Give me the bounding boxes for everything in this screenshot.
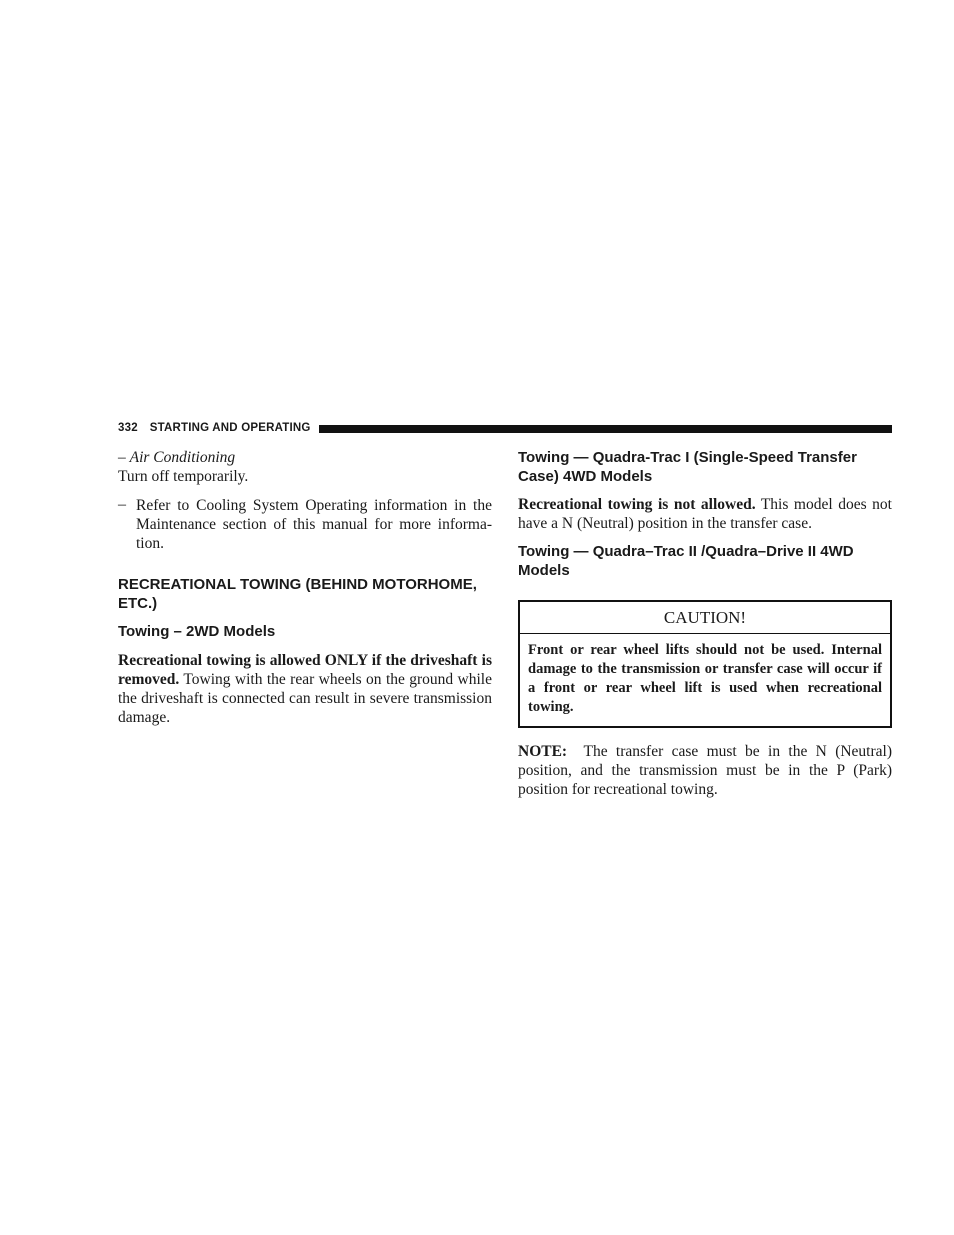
caution-text: Front or rear wheel lifts should not be used. Internal damage to the transmission or transfer case will occur if a front or rear wheel lift is used when recreational towing. [528, 642, 882, 715]
list-item-cooling-system: – Refer to Cooling System Operating information in the Maintenance section of this manual for more informa-tion. [118, 496, 492, 552]
air-conditioning-label: Air Conditioning [129, 449, 236, 466]
subheading-quadra-trac-1: Towing — Quadra-Trac I (Single-Speed Transfer Case) 4WD Models [518, 449, 857, 485]
section-title: STARTING AND OPERATING [149, 422, 311, 434]
running-header [118, 420, 892, 436]
page-number: 332 [118, 422, 138, 434]
caution-title: CAUTION! [520, 602, 890, 634]
note-paragraph: NOTE: The transfer case must be in the N (Neutral) position, and the transmission must be in the P (Park) position for recreational towing. [518, 743, 896, 798]
subheading-quadra-trac-2: Towing — Quadra–Trac II /Quadra–Drive II 4WD Models [518, 543, 854, 579]
cooling-system-text: Refer to Cooling System Operating information in the Maintenance section of this manual for more informa-tion. [136, 497, 492, 552]
header-rule [319, 425, 892, 433]
caution-box [518, 600, 892, 728]
list-item-air-conditioning: – Air Conditioning [118, 449, 236, 466]
right-column [518, 448, 896, 799]
subheading-2wd: Towing – 2WD Models [118, 623, 276, 640]
paragraph-2wd: Recreational towing is allowed ONLY if the driveshaft is removed. Towing with the rear wheels on the ground while the driveshaft is connected can result in severe transmission damage. [118, 652, 492, 726]
paragraph-quadra-trac-1: Recreational towing is not allowed. This model does not have a N (Neutral) position in the transfer case. [518, 496, 892, 532]
note-label: NOTE: [518, 743, 568, 760]
left-column [118, 448, 492, 727]
air-conditioning-text: Turn off temporarily. [118, 468, 249, 485]
section-heading-recreational-towing: RECREATIONAL TOWING (BEHIND MOTORHOME, ETC.) [118, 576, 477, 612]
